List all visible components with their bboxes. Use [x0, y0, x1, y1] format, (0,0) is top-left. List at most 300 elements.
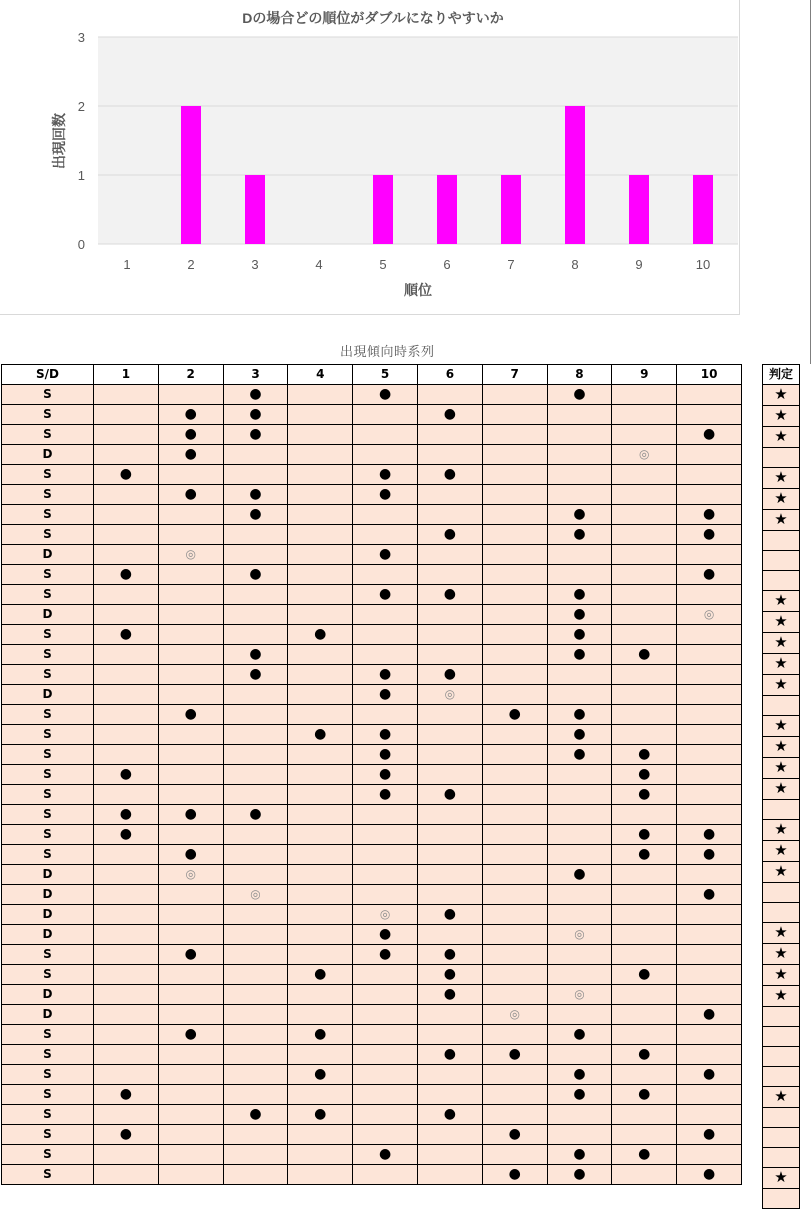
- rank-cell: [158, 1025, 223, 1045]
- rank-cell: [288, 925, 353, 945]
- rank-cell: [482, 865, 547, 885]
- rank-cell: [288, 825, 353, 845]
- judge-cell: [763, 510, 800, 531]
- rank-cell: [677, 1085, 742, 1105]
- rank-cell: [677, 905, 742, 925]
- rank-cell: [482, 965, 547, 985]
- rank-cell: [158, 865, 223, 885]
- bar-10: [693, 175, 713, 244]
- rank-cell: [353, 1105, 418, 1125]
- rank-cell: [223, 1065, 288, 1085]
- rank-cell: [547, 545, 612, 565]
- rank-cell: [417, 885, 482, 905]
- rank-cell: [677, 485, 742, 505]
- rank-cell: [612, 585, 677, 605]
- rank-cell: [158, 485, 223, 505]
- rank-cell: [353, 1165, 418, 1185]
- hit-dot-icon: ●: [443, 1046, 456, 1062]
- rank-cell: [158, 1085, 223, 1105]
- rank-cell: [547, 965, 612, 985]
- rank-cell: [482, 565, 547, 585]
- sd-cell: S: [2, 1145, 94, 1165]
- rank-cell: [94, 565, 159, 585]
- rank-cell: [547, 605, 612, 625]
- rank-cell: [547, 525, 612, 545]
- hit-dot-icon: ●: [702, 846, 716, 862]
- rank-cell: [677, 745, 742, 765]
- rank-cell: [547, 485, 612, 505]
- rank-cell: [94, 805, 159, 825]
- hit-dot-icon: ●: [508, 1126, 521, 1142]
- hit-dot-icon: ●: [314, 626, 327, 642]
- rank-cell: [612, 1085, 677, 1105]
- rank-cell: [353, 825, 418, 845]
- rank-cell: [353, 545, 418, 565]
- y-tick-label: 2: [77, 99, 85, 114]
- panel-border: [810, 0, 811, 364]
- rank-cell: [223, 885, 288, 905]
- hit-dot-icon: ●: [573, 866, 586, 882]
- rank-cell: [547, 425, 612, 445]
- rank-cell: [288, 665, 353, 685]
- rank-cell: [677, 385, 742, 405]
- rank-cell: [288, 865, 353, 885]
- rank-cell: [482, 445, 547, 465]
- rank-cell: [94, 585, 159, 605]
- rank-cell: [223, 445, 288, 465]
- rank-cell: [417, 405, 482, 425]
- rank-cell: [158, 945, 223, 965]
- table-caption: 出現傾向時系列: [340, 345, 435, 360]
- table-row: [2, 785, 742, 805]
- hit-dot-icon: ●: [702, 1166, 716, 1182]
- rank-cell: [158, 765, 223, 785]
- rank-cell: [223, 865, 288, 885]
- rank-header-6: 6: [417, 365, 482, 385]
- hit-dot-icon: ●: [249, 406, 262, 422]
- rank-cell: [612, 565, 677, 585]
- rank-cell: [547, 885, 612, 905]
- judge-cell: [763, 633, 800, 654]
- rank-cell: [288, 1145, 353, 1165]
- judge-row: [763, 612, 800, 633]
- judge-row: [763, 820, 800, 841]
- rank-cell: [677, 965, 742, 985]
- judge-row: [763, 737, 800, 758]
- rank-cell: [158, 565, 223, 585]
- hit-dot-icon: ●: [249, 566, 262, 582]
- judge-cell: [763, 448, 800, 468]
- judge-cell: [763, 406, 800, 427]
- hit-dot-icon: ●: [638, 646, 651, 662]
- hit-dot-icon: ●: [184, 446, 197, 462]
- rank-cell: [482, 545, 547, 565]
- rank-cell: [547, 985, 612, 1005]
- x-tick-label: 9: [635, 257, 643, 272]
- rank-cell: [94, 945, 159, 965]
- rank-cell: [353, 625, 418, 645]
- table-row: [2, 385, 742, 405]
- hit-dot-icon: ●: [638, 1046, 651, 1062]
- rank-cell: [482, 585, 547, 605]
- rank-cell: [677, 445, 742, 465]
- rank-cell: [288, 765, 353, 785]
- hit-dot-icon: ●: [702, 426, 716, 442]
- rank-cell: [223, 705, 288, 725]
- rank-cell: [158, 1005, 223, 1025]
- sd-cell: S: [2, 525, 94, 545]
- sd-cell: S: [2, 1065, 94, 1085]
- judge-cell: [763, 758, 800, 779]
- rank-cell: [223, 765, 288, 785]
- rank-cell: [223, 825, 288, 845]
- rank-cell: [94, 1025, 159, 1045]
- rank-cell: [482, 905, 547, 925]
- rank-cell: [612, 685, 677, 705]
- judge-cell: [763, 612, 800, 633]
- rank-header-9: 9: [612, 365, 677, 385]
- rank-cell: [482, 1165, 547, 1185]
- sd-cell: S: [2, 565, 94, 585]
- judge-cell: [763, 923, 800, 944]
- rank-cell: [94, 465, 159, 485]
- sd-cell: S: [2, 825, 94, 845]
- star-icon: ★: [774, 633, 788, 651]
- rank-cell: [612, 825, 677, 845]
- rank-cell: [158, 1165, 223, 1185]
- judge-cell: [763, 1067, 800, 1087]
- rank-cell: [223, 945, 288, 965]
- table-row: [2, 765, 742, 785]
- hit-dot-icon: ●: [443, 906, 456, 922]
- judge-row: [763, 1168, 800, 1189]
- sd-cell: S: [2, 725, 94, 745]
- hit-dot-icon: ●: [378, 746, 392, 762]
- hit-dot-icon: ●: [638, 966, 651, 982]
- judge-cell: [763, 571, 800, 591]
- rank-cell: [288, 445, 353, 465]
- rank-cell: [677, 825, 742, 845]
- rank-cell: [482, 605, 547, 625]
- judge-cell: [763, 1087, 800, 1108]
- rank-cell: [94, 885, 159, 905]
- hit-dot-icon: ●: [119, 466, 132, 482]
- star-icon: ★: [774, 779, 788, 797]
- hit-dot-icon: ●: [443, 526, 456, 542]
- table-row: [2, 485, 742, 505]
- judge-row: [763, 841, 800, 862]
- rank-cell: [482, 385, 547, 405]
- rank-cell: [612, 405, 677, 425]
- hit-dot-icon: ●: [573, 526, 586, 542]
- judge-cell: [763, 800, 800, 820]
- hit-dot-icon: ●: [702, 526, 716, 542]
- rank-cell: [547, 585, 612, 605]
- rank-cell: [94, 385, 159, 405]
- rank-cell: [158, 585, 223, 605]
- rank-cell: [94, 605, 159, 625]
- rank-cell: [288, 1045, 353, 1065]
- sd-cell: S: [2, 505, 94, 525]
- hit-dot-icon: ●: [638, 846, 651, 862]
- judge-header: 判定: [763, 365, 800, 385]
- rank-cell: [482, 645, 547, 665]
- rank-cell: [677, 985, 742, 1005]
- rank-cell: [94, 1105, 159, 1125]
- hit-dot-icon: ●: [573, 506, 586, 522]
- hit-dot-icon: ●: [184, 806, 197, 822]
- sd-cell: S: [2, 1025, 94, 1045]
- rank-cell: [612, 665, 677, 685]
- rank-cell: [94, 925, 159, 945]
- rank-cell: [158, 545, 223, 565]
- x-tick-label: 5: [379, 257, 387, 272]
- hit-dot-icon: ●: [184, 846, 197, 862]
- rank-cell: [417, 865, 482, 885]
- x-axis-ticks: [123, 257, 710, 272]
- star-icon: ★: [774, 737, 788, 755]
- rank-cell: [547, 1005, 612, 1025]
- bar-3: [245, 175, 265, 244]
- judge-row: [763, 406, 800, 427]
- rank-cell: [353, 785, 418, 805]
- rank-cell: [158, 405, 223, 425]
- sd-cell: D: [2, 545, 94, 565]
- judge-cell: [763, 883, 800, 903]
- hit-dot-icon: ●: [702, 886, 716, 902]
- star-icon: ★: [774, 675, 788, 693]
- rank-cell: [482, 665, 547, 685]
- judge-cell: [763, 1047, 800, 1067]
- sd-cell: D: [2, 865, 94, 885]
- double-mark-icon: ◎: [185, 867, 196, 881]
- judge-row: [763, 385, 800, 406]
- bar-6: [437, 175, 457, 244]
- double-mark-icon: ◎: [639, 447, 650, 461]
- rank-cell: [547, 385, 612, 405]
- rank-cell: [223, 565, 288, 585]
- sd-cell: S: [2, 805, 94, 825]
- rank-cell: [612, 1145, 677, 1165]
- rank-cell: [547, 645, 612, 665]
- rank-cell: [612, 645, 677, 665]
- sd-header: S/D: [2, 365, 94, 385]
- hit-dot-icon: ●: [249, 666, 262, 682]
- table-row: [2, 1125, 742, 1145]
- rank-cell: [547, 1105, 612, 1125]
- hit-dot-icon: ●: [249, 1106, 262, 1122]
- hit-dot-icon: ●: [508, 1046, 521, 1062]
- rank-cell: [482, 785, 547, 805]
- judge-row: [763, 986, 800, 1007]
- chart-panel: [0, 0, 740, 315]
- judge-row: [763, 1189, 800, 1209]
- rank-cell: [223, 785, 288, 805]
- hit-dot-icon: ●: [249, 386, 262, 402]
- sd-cell: S: [2, 705, 94, 725]
- rank-cell: [94, 705, 159, 725]
- rank-cell: [288, 645, 353, 665]
- judge-row: [763, 883, 800, 903]
- rank-cell: [417, 465, 482, 485]
- bar-7: [501, 175, 521, 244]
- judge-row: [763, 923, 800, 944]
- rank-cell: [94, 505, 159, 525]
- rank-cell: [417, 945, 482, 965]
- judgement-table: [762, 364, 800, 1209]
- table-row: [2, 845, 742, 865]
- hit-dot-icon: ●: [573, 1026, 586, 1042]
- rank-cell: [547, 945, 612, 965]
- rank-cell: [482, 745, 547, 765]
- rank-cell: [94, 1125, 159, 1145]
- rank-cell: [94, 665, 159, 685]
- rank-cell: [417, 545, 482, 565]
- judge-row: [763, 1087, 800, 1108]
- star-icon: ★: [774, 654, 788, 672]
- hit-dot-icon: ●: [184, 486, 197, 502]
- rank-cell: [158, 965, 223, 985]
- rank-cell: [677, 685, 742, 705]
- rank-cell: [223, 805, 288, 825]
- judge-row: [763, 633, 800, 654]
- rank-cell: [417, 765, 482, 785]
- rank-cell: [482, 845, 547, 865]
- rank-cell: [677, 705, 742, 725]
- judge-cell: [763, 696, 800, 716]
- rank-cell: [223, 1125, 288, 1145]
- table-row: [2, 1165, 742, 1185]
- hit-dot-icon: ●: [702, 1126, 716, 1142]
- judge-cell: [763, 531, 800, 551]
- rank-cell: [288, 605, 353, 625]
- rank-cell: [417, 785, 482, 805]
- rank-cell: [677, 465, 742, 485]
- rank-cell: [482, 485, 547, 505]
- judge-cell: [763, 1168, 800, 1189]
- rank-cell: [288, 885, 353, 905]
- rank-cell: [94, 545, 159, 565]
- rank-cell: [547, 785, 612, 805]
- judge-cell: [763, 944, 800, 965]
- rank-cell: [223, 685, 288, 705]
- rank-cell: [288, 1125, 353, 1145]
- rank-cell: [417, 485, 482, 505]
- hit-dot-icon: ●: [314, 1026, 327, 1042]
- sd-cell: S: [2, 1165, 94, 1185]
- hit-dot-icon: ●: [119, 1126, 132, 1142]
- rank-cell: [482, 1045, 547, 1065]
- hit-dot-icon: ●: [573, 1066, 586, 1082]
- rank-cell: [482, 705, 547, 725]
- star-icon: ★: [774, 468, 788, 486]
- rank-cell: [547, 665, 612, 685]
- judge-row: [763, 903, 800, 923]
- rank-cell: [677, 405, 742, 425]
- hit-dot-icon: ●: [443, 666, 456, 682]
- rank-cell: [677, 625, 742, 645]
- rank-cell: [353, 525, 418, 545]
- rank-cell: [612, 525, 677, 545]
- hit-dot-icon: ●: [119, 1086, 132, 1102]
- rank-cell: [612, 1165, 677, 1185]
- hit-dot-icon: ●: [443, 466, 456, 482]
- judge-cell: [763, 862, 800, 883]
- rank-cell: [94, 645, 159, 665]
- rank-cell: [94, 625, 159, 645]
- double-mark-icon: ◎: [185, 547, 196, 561]
- rank-cell: [612, 945, 677, 965]
- table-header-row: [2, 365, 742, 385]
- rank-cell: [417, 605, 482, 625]
- star-icon: ★: [774, 965, 788, 983]
- hit-dot-icon: ●: [314, 726, 327, 742]
- judge-row: [763, 551, 800, 571]
- rank-cell: [288, 425, 353, 445]
- rank-cell: [223, 465, 288, 485]
- rank-cell: [612, 845, 677, 865]
- rank-header-8: 8: [547, 365, 612, 385]
- rank-cell: [353, 465, 418, 485]
- sd-cell: S: [2, 585, 94, 605]
- rank-cell: [482, 1105, 547, 1125]
- rank-cell: [353, 1045, 418, 1065]
- rank-cell: [223, 725, 288, 745]
- judge-cell: [763, 841, 800, 862]
- double-mark-icon: ◎: [250, 887, 261, 901]
- table-row: [2, 1025, 742, 1045]
- double-mark-icon: ◎: [574, 927, 585, 941]
- rank-cell: [288, 805, 353, 825]
- hit-dot-icon: ●: [573, 706, 586, 722]
- rank-cell: [94, 965, 159, 985]
- rank-cell: [353, 705, 418, 725]
- table-row: [2, 805, 742, 825]
- sd-cell: S: [2, 945, 94, 965]
- judge-row: [763, 427, 800, 448]
- judge-row: [763, 1027, 800, 1047]
- rank-cell: [94, 445, 159, 465]
- double-mark-icon: ◎: [444, 687, 456, 701]
- hit-dot-icon: ●: [249, 646, 262, 662]
- rank-cell: [158, 605, 223, 625]
- rank-cell: [288, 1085, 353, 1105]
- star-icon: ★: [774, 427, 788, 445]
- rank-cell: [612, 1125, 677, 1145]
- table-row: [2, 525, 742, 545]
- sd-cell: S: [2, 1085, 94, 1105]
- star-icon: ★: [774, 923, 788, 941]
- rank-cell: [482, 945, 547, 965]
- rank-cell: [353, 985, 418, 1005]
- rank-header-2: 2: [158, 365, 223, 385]
- rank-cell: [353, 745, 418, 765]
- rank-cell: [288, 685, 353, 705]
- double-mark-icon: ◎: [574, 987, 585, 1001]
- hit-dot-icon: ●: [378, 386, 392, 402]
- rank-cell: [288, 705, 353, 725]
- sd-cell: D: [2, 685, 94, 705]
- rank-cell: [158, 1125, 223, 1145]
- rank-cell: [677, 1045, 742, 1065]
- hit-dot-icon: ●: [314, 966, 327, 982]
- hit-dot-icon: ●: [508, 1166, 521, 1182]
- rank-cell: [547, 565, 612, 585]
- rank-cell: [353, 405, 418, 425]
- hit-dot-icon: ●: [638, 786, 651, 802]
- rank-cell: [417, 625, 482, 645]
- rank-cell: [94, 1065, 159, 1085]
